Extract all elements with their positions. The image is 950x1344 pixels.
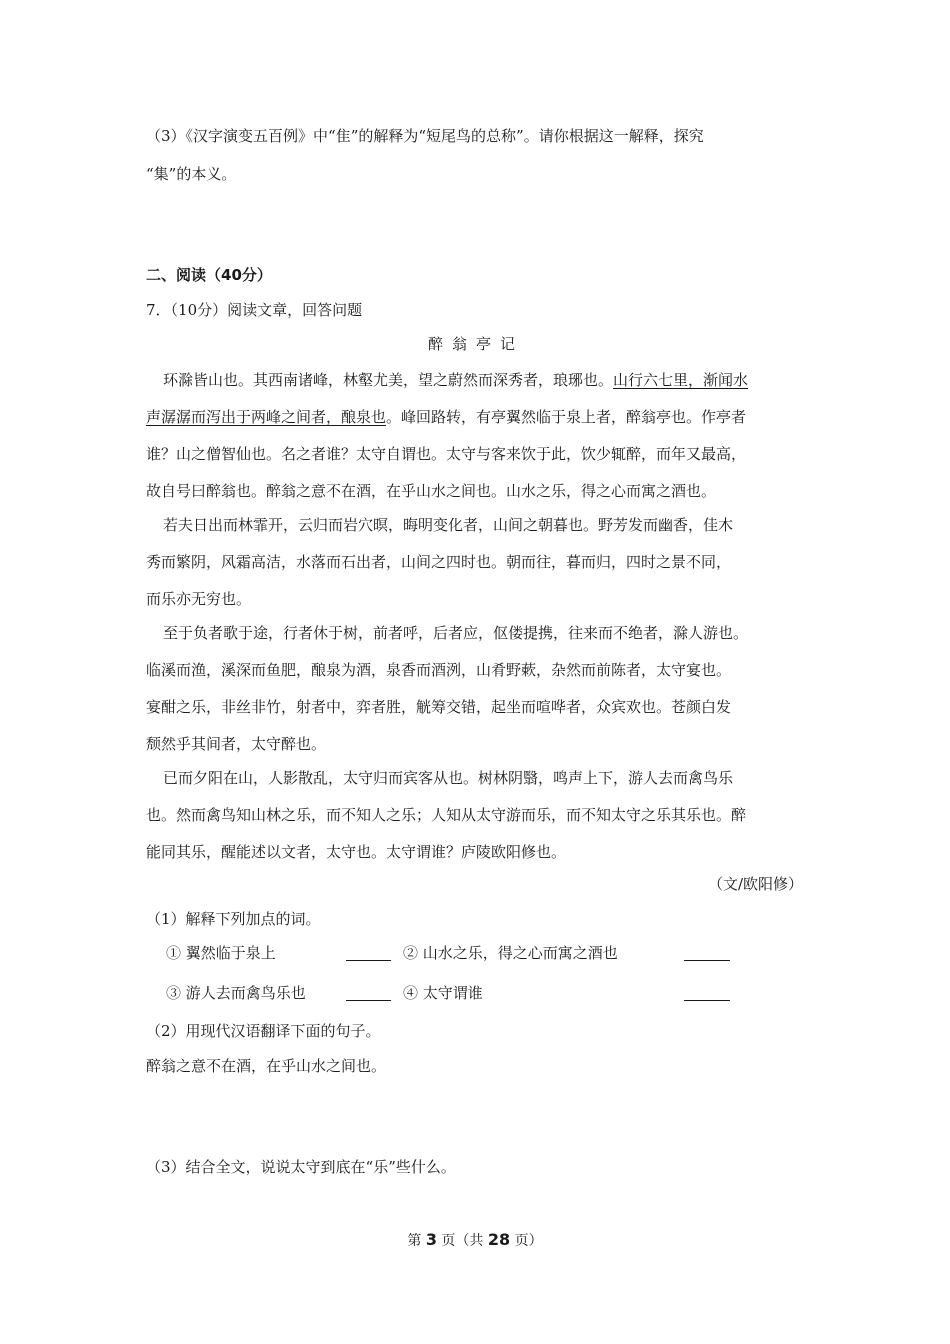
p3-line2: 临溪而渔，溪深而鱼肥，酿泉为酒，泉香而酒洌，山肴野蔌，杂然而前陈者，太守宴也。 bbox=[146, 661, 732, 679]
q7-intro: 7．（10分）阅读文章，回答问题 bbox=[146, 301, 363, 319]
p1-line2-text: 。峰回路转，有亭翼然临于泉上者，醉翁亭也。作亭者 bbox=[386, 408, 747, 426]
section-heading: 二、阅读（40分） bbox=[146, 266, 272, 284]
answer-blank-3[interactable] bbox=[346, 1000, 391, 1001]
p1-line1 bbox=[163, 370, 748, 390]
essay-author: （文/欧阳修） bbox=[708, 875, 804, 893]
subq1-item4: ④ 太守谓谁 bbox=[403, 984, 483, 1002]
p1-line2-underlined: 声潺潺而泻出于两峰之间者，酿泉也 bbox=[146, 408, 387, 426]
p1-line4: 故自号曰醉翁也。醉翁之意不在酒，在乎山水之间也。山水之乐，得之心而寓之酒也。 bbox=[146, 482, 717, 500]
subq3-prompt: （3）结合全文，说说太守到底在“乐”些什么。 bbox=[146, 1158, 456, 1176]
page-footer bbox=[0, 1230, 950, 1250]
p1-line2 bbox=[146, 407, 746, 427]
q6-part3-line2: “集”的本义。 bbox=[146, 165, 237, 183]
footer-prefix: 第 bbox=[407, 1233, 426, 1249]
p1-line3: 谁？山之僧智仙也。名之者谁？太守自谓也。太守与客来饮于此，饮少辄醉，而年又最高， bbox=[146, 445, 747, 463]
p3-line4: 颓然乎其间者，太守醉也。 bbox=[146, 735, 327, 753]
answer-blank-2[interactable] bbox=[684, 960, 730, 961]
footer-suffix: 页） bbox=[510, 1233, 543, 1249]
answer-blank-1[interactable] bbox=[346, 960, 391, 961]
subq1-item1: ① 翼然临于泉上 bbox=[166, 944, 276, 962]
p2-line3: 而乐亦无穷也。 bbox=[146, 590, 252, 608]
subq2-prompt: （2）用现代汉语翻译下面的句子。 bbox=[146, 1022, 381, 1040]
footer-total-pages: 28 bbox=[487, 1230, 511, 1249]
p3-line3: 宴酣之乐，非丝非竹，射者中，弈者胜，觥筹交错，起坐而喧哗者，众宾欢也。苍颜白发 bbox=[146, 698, 732, 716]
answer-blank-4[interactable] bbox=[684, 1000, 730, 1001]
essay-title: 醉翁亭记 bbox=[428, 335, 525, 353]
subq1-item2: ② 山水之乐，得之心而寓之酒也 bbox=[403, 944, 618, 962]
p4-line2: 也。然而禽鸟知山林之乐，而不知人之乐；人知从太守游而乐，而不知太守之乐其乐也。醉 bbox=[146, 806, 747, 824]
subq1-item3: ③ 游人去而禽鸟乐也 bbox=[166, 984, 306, 1002]
subq1-prompt: （1）解释下列加点的词。 bbox=[146, 910, 321, 928]
q6-part3-line1: （3）《汉字演变五百例》中“隹”的解释为“短尾鸟的总称”。请你根据这一解释，探究 bbox=[146, 127, 704, 145]
p3-line1: 至于负者歌于途，行者休于树，前者呼，后者应，伛偻提携，往来而不绝者，滁人游也。 bbox=[163, 624, 749, 642]
p2-line2: 秀而繁阴，风霜高洁，水落而石出者，山间之四时也。朝而往，暮而归，四时之景不同， bbox=[146, 553, 732, 571]
p2-line1: 若夫日出而林霏开，云归而岩穴暝，晦明变化者，山间之朝暮也。野芳发而幽香，佳木 bbox=[163, 516, 734, 534]
footer-page-number: 3 bbox=[425, 1230, 437, 1249]
p1-line1-text: 环滁皆山也。其西南诸峰，林壑尤美，望之蔚然而深秀者，琅琊也。 bbox=[163, 371, 614, 389]
p4-line1: 已而夕阳在山，人影散乱，太守归而宾客从也。树林阴翳，鸣声上下，游人去而禽鸟乐 bbox=[163, 769, 734, 787]
footer-middle: 页（共 bbox=[436, 1233, 488, 1249]
subq2-sentence: 醉翁之意不在酒，在乎山水之间也。 bbox=[146, 1057, 387, 1075]
p1-line1-underlined: 山行六七里，渐闻水 bbox=[613, 371, 749, 389]
p4-line3: 能同其乐，醒能述以文者，太守也。太守谓谁？庐陵欧阳修也。 bbox=[146, 843, 567, 861]
